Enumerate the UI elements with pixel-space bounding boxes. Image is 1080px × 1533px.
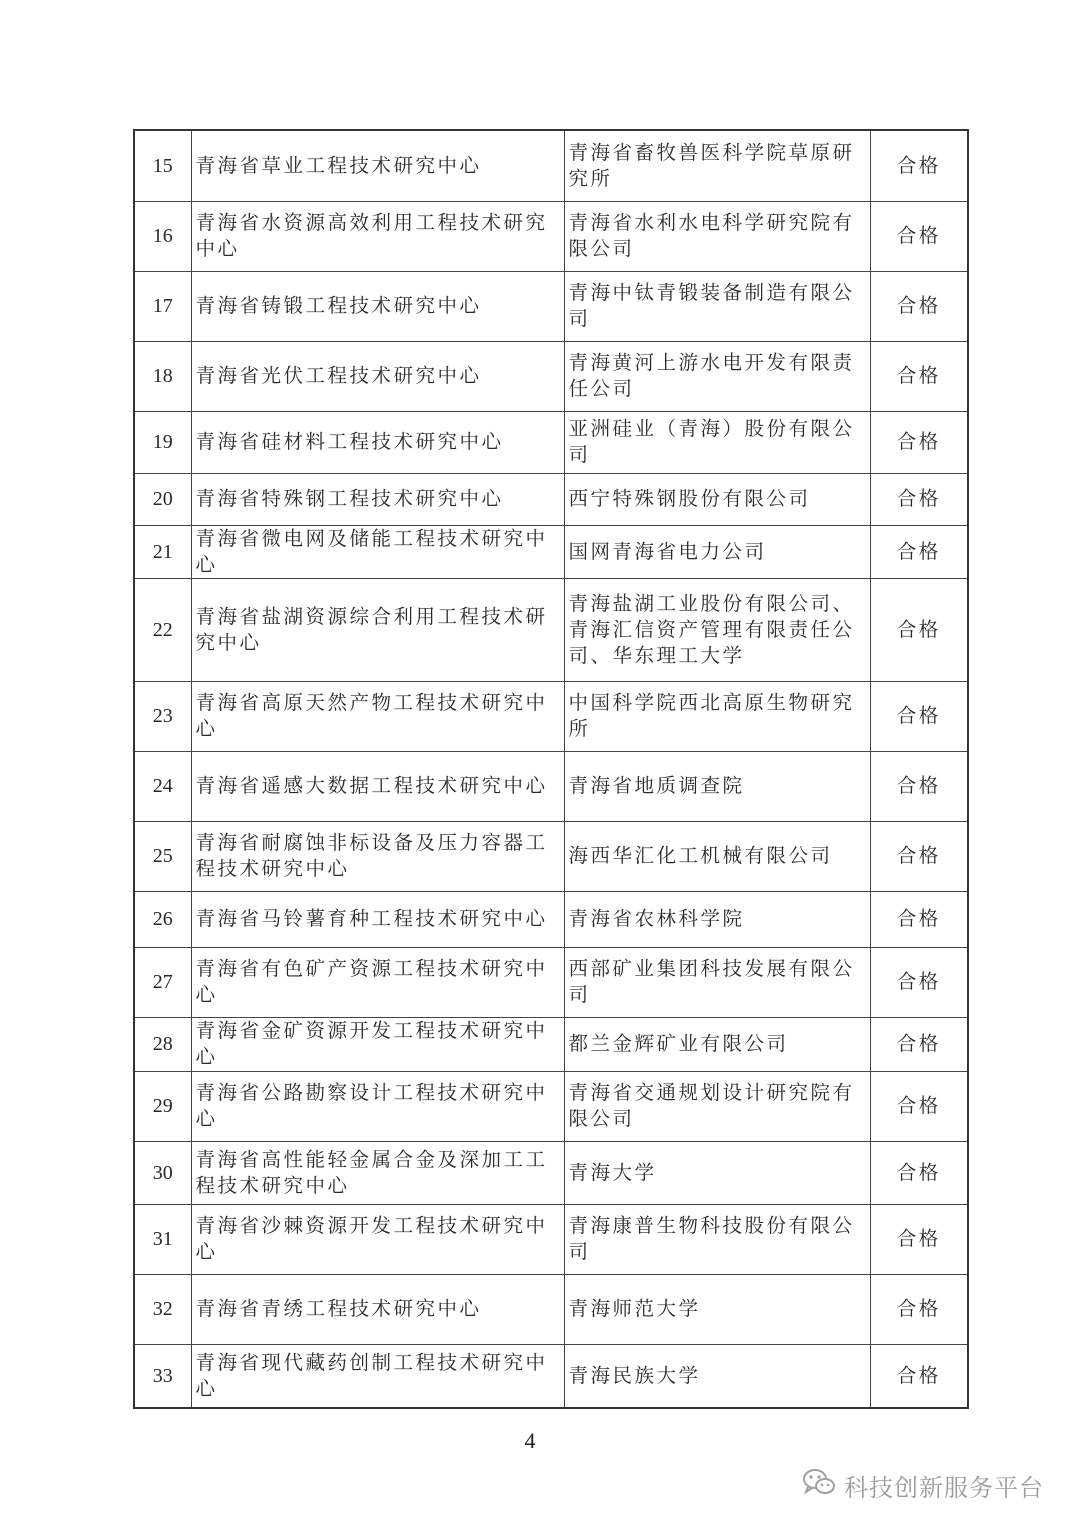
table-row [134,271,968,341]
row-number: 20 [134,473,191,525]
evaluation-result: 合格 [870,751,968,821]
host-organization: 青海省农林科学院 [564,891,870,947]
row-number: 18 [134,341,191,411]
center-name: 青海省青绣工程技术研究中心 [191,1274,564,1344]
evaluation-result: 合格 [870,271,968,341]
table-row [134,1204,968,1274]
evaluation-result: 合格 [870,1017,968,1071]
table-row [134,751,968,821]
row-number: 16 [134,201,191,271]
center-name: 青海省高原天然产物工程技术研究中心 [191,681,564,751]
center-name: 青海省硅材料工程技术研究中心 [191,411,564,473]
host-organization: 青海师范大学 [564,1274,870,1344]
row-number: 15 [134,130,191,201]
row-number: 22 [134,578,191,681]
evaluation-result: 合格 [870,947,968,1017]
table-row [134,891,968,947]
host-organization: 青海省水利水电科学研究院有限公司 [564,201,870,271]
watermark-text: 科技创新服务平台 [844,1473,1044,1502]
evaluation-result: 合格 [870,578,968,681]
center-name: 青海省铸锻工程技术研究中心 [191,271,564,341]
evaluation-result: 合格 [870,1204,968,1274]
evaluation-result: 合格 [870,130,968,201]
host-organization: 中国科学院西北高原生物研究所 [564,681,870,751]
evaluation-result: 合格 [870,411,968,473]
host-organization: 青海中钛青锻装备制造有限公司 [564,271,870,341]
table-row [134,1017,968,1071]
evaluation-result: 合格 [870,201,968,271]
row-number: 33 [134,1344,191,1408]
center-name: 青海省微电网及储能工程技术研究中心 [191,525,564,578]
center-name: 青海省金矿资源开发工程技术研究中心 [191,1017,564,1071]
table-row [134,411,968,473]
host-organization: 西部矿业集团科技发展有限公司 [564,947,870,1017]
center-name: 青海省公路勘察设计工程技术研究中心 [191,1071,564,1141]
evaluation-result: 合格 [870,341,968,411]
table-row [134,525,968,578]
evaluation-result: 合格 [870,1141,968,1204]
table-row [134,341,968,411]
host-organization: 国网青海省电力公司 [564,525,870,578]
evaluation-result: 合格 [870,1071,968,1141]
table-body [134,130,968,1408]
center-name: 青海省盐湖资源综合利用工程技术研究中心 [191,578,564,681]
host-organization: 青海省畜牧兽医科学院草原研究所 [564,130,870,201]
table-row [134,201,968,271]
center-name: 青海省有色矿产资源工程技术研究中心 [191,947,564,1017]
table-row [134,473,968,525]
row-number: 24 [134,751,191,821]
evaluation-result: 合格 [870,681,968,751]
table-row [134,578,968,681]
host-organization: 都兰金辉矿业有限公司 [564,1017,870,1071]
row-number: 28 [134,1017,191,1071]
row-number: 32 [134,1274,191,1344]
host-organization: 青海黄河上游水电开发有限责任公司 [564,341,870,411]
row-number: 23 [134,681,191,751]
host-organization: 青海省交通规划设计研究院有限公司 [564,1071,870,1141]
page-number: 4 [524,1428,536,1453]
center-name: 青海省草业工程技术研究中心 [191,130,564,201]
table-row [134,1344,968,1408]
row-number: 26 [134,891,191,947]
center-name: 青海省马铃薯育种工程技术研究中心 [191,891,564,947]
table-row [134,1274,968,1344]
row-number: 21 [134,525,191,578]
row-number: 30 [134,1141,191,1204]
evaluation-result: 合格 [870,525,968,578]
row-number: 31 [134,1204,191,1274]
row-number: 25 [134,821,191,891]
wechat-icon [802,1467,836,1503]
center-name: 青海省水资源高效利用工程技术研究中心 [191,201,564,271]
center-name: 青海省特殊钢工程技术研究中心 [191,473,564,525]
center-name: 青海省现代藏药创制工程技术研究中心 [191,1344,564,1408]
evaluation-result: 合格 [870,821,968,891]
host-organization: 青海省地质调查院 [564,751,870,821]
row-number: 19 [134,411,191,473]
row-number: 29 [134,1071,191,1141]
result-table [133,129,969,1409]
center-name: 青海省遥感大数据工程技术研究中心 [191,751,564,821]
watermark [802,1470,1044,1500]
center-name: 青海省光伏工程技术研究中心 [191,341,564,411]
evaluation-result: 合格 [870,473,968,525]
evaluation-result: 合格 [870,891,968,947]
host-organization: 青海康普生物科技股份有限公司 [564,1204,870,1274]
host-organization: 西宁特殊钢股份有限公司 [564,473,870,525]
host-organization: 青海大学 [564,1141,870,1204]
host-organization: 亚洲硅业（青海）股份有限公司 [564,411,870,473]
host-organization: 海西华汇化工机械有限公司 [564,821,870,891]
evaluation-result: 合格 [870,1344,968,1408]
table-row [134,1141,968,1204]
center-name: 青海省沙棘资源开发工程技术研究中心 [191,1204,564,1274]
row-number: 17 [134,271,191,341]
table-row [134,130,968,201]
table-row [134,1071,968,1141]
table-row [134,821,968,891]
evaluation-result: 合格 [870,1274,968,1344]
row-number: 27 [134,947,191,1017]
center-name: 青海省耐腐蚀非标设备及压力容器工程技术研究中心 [191,821,564,891]
table-row [134,681,968,751]
table-row [134,947,968,1017]
host-organization: 青海民族大学 [564,1344,870,1408]
host-organization: 青海盐湖工业股份有限公司、青海汇信资产管理有限责任公司、华东理工大学 [564,578,870,681]
center-name: 青海省高性能轻金属合金及深加工工程技术研究中心 [191,1141,564,1204]
